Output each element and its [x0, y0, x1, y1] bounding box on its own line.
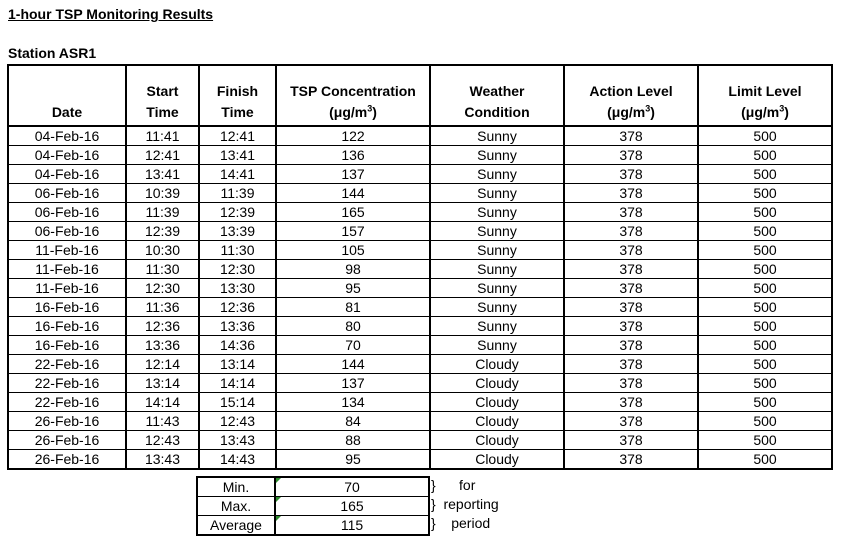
header-limit-level: Limit Level $(\mu g/m^3)$ — [698, 65, 832, 126]
finish-time-cell: 13:36 — [199, 317, 276, 336]
date-cell: 16-Feb-16 — [8, 317, 126, 336]
weather-cell: Cloudy — [430, 393, 564, 412]
start-time-cell: 11:43 — [126, 412, 199, 431]
table-row — [8, 146, 832, 165]
table-row — [8, 317, 832, 336]
limit-level-cell: 500 — [698, 355, 832, 374]
limit-level-cell: 500 — [698, 126, 832, 146]
table-body — [8, 126, 832, 469]
date-cell: 16-Feb-16 — [8, 336, 126, 355]
limit-level-cell: 500 — [698, 241, 832, 260]
summary-row-average — [197, 516, 429, 536]
header-date: Date — [8, 65, 126, 126]
tsp-cell: 122 — [276, 126, 430, 146]
action-level-cell: 378 — [564, 393, 698, 412]
limit-level-cell: 500 — [698, 279, 832, 298]
start-time-cell: 13:43 — [126, 450, 199, 470]
finish-time-cell: 12:43 — [199, 412, 276, 431]
action-level-cell: 378 — [564, 355, 698, 374]
tsp-cell: 105 — [276, 241, 430, 260]
table-row — [8, 241, 832, 260]
note-line: } reporting — [431, 496, 499, 512]
summary-label: Min. — [197, 477, 275, 497]
finish-time-cell: 15:14 — [199, 393, 276, 412]
weather-cell: Sunny — [430, 241, 564, 260]
cell-marker — [276, 478, 281, 483]
weather-cell: Sunny — [430, 317, 564, 336]
table-row — [8, 393, 832, 412]
date-cell: 04-Feb-16 — [8, 165, 126, 184]
weather-cell: Sunny — [430, 298, 564, 317]
tsp-cell: 137 — [276, 374, 430, 393]
finish-time-cell: 13:30 — [199, 279, 276, 298]
table-row — [8, 203, 832, 222]
weather-cell: Sunny — [430, 203, 564, 222]
limit-level-cell: 500 — [698, 393, 832, 412]
start-time-cell: 10:30 — [126, 241, 199, 260]
finish-time-cell: 12:36 — [199, 298, 276, 317]
finish-time-cell: 14:41 — [199, 165, 276, 184]
date-cell: 06-Feb-16 — [8, 222, 126, 241]
table-row — [8, 355, 832, 374]
summary-value: 165 — [275, 497, 429, 516]
start-time-cell: 12:14 — [126, 355, 199, 374]
date-cell: 11-Feb-16 — [8, 260, 126, 279]
limit-level-cell: 500 — [698, 336, 832, 355]
date-cell: 22-Feb-16 — [8, 355, 126, 374]
table-row — [8, 279, 832, 298]
tsp-cell: 144 — [276, 355, 430, 374]
table-row — [8, 298, 832, 317]
date-cell: 11-Feb-16 — [8, 279, 126, 298]
finish-time-cell: 12:41 — [199, 126, 276, 146]
table-header-row — [8, 65, 832, 126]
start-time-cell: 13:14 — [126, 374, 199, 393]
action-level-cell: 378 — [564, 126, 698, 146]
table-row — [8, 374, 832, 393]
action-level-cell: 378 — [564, 222, 698, 241]
finish-time-cell: 13:43 — [199, 431, 276, 450]
start-time-cell: 11:30 — [126, 260, 199, 279]
weather-cell: Sunny — [430, 222, 564, 241]
summary-table — [196, 476, 430, 536]
tsp-cell: 70 — [276, 336, 430, 355]
start-time-cell: 12:30 — [126, 279, 199, 298]
limit-level-cell: 500 — [698, 412, 832, 431]
table-row — [8, 260, 832, 279]
start-time-cell: 11:41 — [126, 126, 199, 146]
finish-time-cell: 14:36 — [199, 336, 276, 355]
limit-level-cell: 500 — [698, 184, 832, 203]
limit-level-cell: 500 — [698, 431, 832, 450]
action-level-cell: 378 — [564, 412, 698, 431]
results-table — [7, 64, 833, 470]
weather-cell: Cloudy — [430, 431, 564, 450]
limit-level-cell: 500 — [698, 222, 832, 241]
finish-time-cell: 12:39 — [199, 203, 276, 222]
action-level-cell: 378 — [564, 298, 698, 317]
start-time-cell: 12:39 — [126, 222, 199, 241]
tsp-cell: 137 — [276, 165, 430, 184]
date-cell: 26-Feb-16 — [8, 450, 126, 470]
limit-level-cell: 500 — [698, 317, 832, 336]
limit-level-cell: 500 — [698, 260, 832, 279]
date-cell: 22-Feb-16 — [8, 374, 126, 393]
start-time-cell: 14:14 — [126, 393, 199, 412]
action-level-cell: 378 — [564, 431, 698, 450]
action-level-cell: 378 — [564, 146, 698, 165]
weather-cell: Sunny — [430, 126, 564, 146]
summary-row-max — [197, 497, 429, 516]
header-finish-time: Finish Time — [199, 65, 276, 126]
start-time-cell: 12:43 — [126, 431, 199, 450]
start-time-cell: 11:39 — [126, 203, 199, 222]
finish-time-cell: 14:14 — [199, 374, 276, 393]
weather-cell: Sunny — [430, 279, 564, 298]
limit-level-cell: 500 — [698, 165, 832, 184]
weather-cell: Cloudy — [430, 412, 564, 431]
date-cell: 22-Feb-16 — [8, 393, 126, 412]
weather-cell: Sunny — [430, 146, 564, 165]
finish-time-cell: 14:43 — [199, 450, 276, 470]
finish-time-cell: 13:39 — [199, 222, 276, 241]
cell-marker — [276, 516, 281, 521]
tsp-cell: 165 — [276, 203, 430, 222]
note-line: } period — [431, 515, 491, 531]
date-cell: 04-Feb-16 — [8, 146, 126, 165]
date-cell: 16-Feb-16 — [8, 298, 126, 317]
cell-marker — [276, 497, 281, 502]
header-action-level: Action Level $(\mu g/m^3)$ — [564, 65, 698, 126]
limit-level-cell: 500 — [698, 298, 832, 317]
limit-level-cell: 500 — [698, 450, 832, 470]
summary-label: Average — [197, 516, 275, 536]
header-start-time: Start Time — [126, 65, 199, 126]
limit-level-cell: 500 — [698, 146, 832, 165]
summary-value: 115 — [275, 516, 429, 536]
finish-time-cell: 12:30 — [199, 260, 276, 279]
limit-level-cell: 500 — [698, 374, 832, 393]
limit-level-cell: 500 — [698, 203, 832, 222]
weather-cell: Sunny — [430, 165, 564, 184]
weather-cell: Cloudy — [430, 450, 564, 470]
action-level-cell: 378 — [564, 241, 698, 260]
action-level-cell: 378 — [564, 165, 698, 184]
summary-row-min — [197, 477, 429, 497]
finish-time-cell: 13:14 — [199, 355, 276, 374]
action-level-cell: 378 — [564, 374, 698, 393]
table-row — [8, 222, 832, 241]
action-level-cell: 378 — [564, 184, 698, 203]
weather-cell: Cloudy — [430, 374, 564, 393]
date-cell: 06-Feb-16 — [8, 203, 126, 222]
tsp-cell: 134 — [276, 393, 430, 412]
finish-time-cell: 11:39 — [199, 184, 276, 203]
date-cell: 11-Feb-16 — [8, 241, 126, 260]
date-cell: 26-Feb-16 — [8, 412, 126, 431]
summary-label: Max. — [197, 497, 275, 516]
tsp-cell: 98 — [276, 260, 430, 279]
date-cell: 04-Feb-16 — [8, 126, 126, 146]
tsp-cell: 81 — [276, 298, 430, 317]
weather-cell: Sunny — [430, 260, 564, 279]
table-row — [8, 431, 832, 450]
tsp-cell: 144 — [276, 184, 430, 203]
table-row — [8, 184, 832, 203]
action-level-cell: 378 — [564, 317, 698, 336]
table-row — [8, 450, 832, 470]
weather-cell: Sunny — [430, 336, 564, 355]
header-tsp-concentration: TSP Concentration $(\mu g/m^3)$ — [276, 65, 430, 126]
tsp-cell: 88 — [276, 431, 430, 450]
station-label: Station ASR1 — [8, 45, 97, 61]
summary-value: 70 — [275, 477, 429, 497]
start-time-cell: 13:41 — [126, 165, 199, 184]
date-cell: 26-Feb-16 — [8, 431, 126, 450]
tsp-cell: 95 — [276, 450, 430, 470]
action-level-cell: 378 — [564, 336, 698, 355]
table-row — [8, 165, 832, 184]
weather-cell: Sunny — [430, 184, 564, 203]
start-time-cell: 13:36 — [126, 336, 199, 355]
start-time-cell: 12:41 — [126, 146, 199, 165]
table-row — [8, 126, 832, 146]
note-line: } for — [431, 477, 476, 493]
reporting-period-note — [431, 476, 499, 533]
start-time-cell: 10:39 — [126, 184, 199, 203]
tsp-cell: 157 — [276, 222, 430, 241]
tsp-cell: 80 — [276, 317, 430, 336]
tsp-cell: 136 — [276, 146, 430, 165]
action-level-cell: 378 — [564, 203, 698, 222]
page-title: 1-hour TSP Monitoring Results — [8, 6, 214, 22]
finish-time-cell: 11:30 — [199, 241, 276, 260]
start-time-cell: 12:36 — [126, 317, 199, 336]
tsp-cell: 95 — [276, 279, 430, 298]
action-level-cell: 378 — [564, 279, 698, 298]
table-row — [8, 412, 832, 431]
header-weather-condition: Weather Condition — [430, 65, 564, 126]
weather-cell: Cloudy — [430, 355, 564, 374]
tsp-cell: 84 — [276, 412, 430, 431]
start-time-cell: 11:36 — [126, 298, 199, 317]
finish-time-cell: 13:41 — [199, 146, 276, 165]
action-level-cell: 378 — [564, 450, 698, 470]
date-cell: 06-Feb-16 — [8, 184, 126, 203]
action-level-cell: 378 — [564, 260, 698, 279]
table-row — [8, 336, 832, 355]
